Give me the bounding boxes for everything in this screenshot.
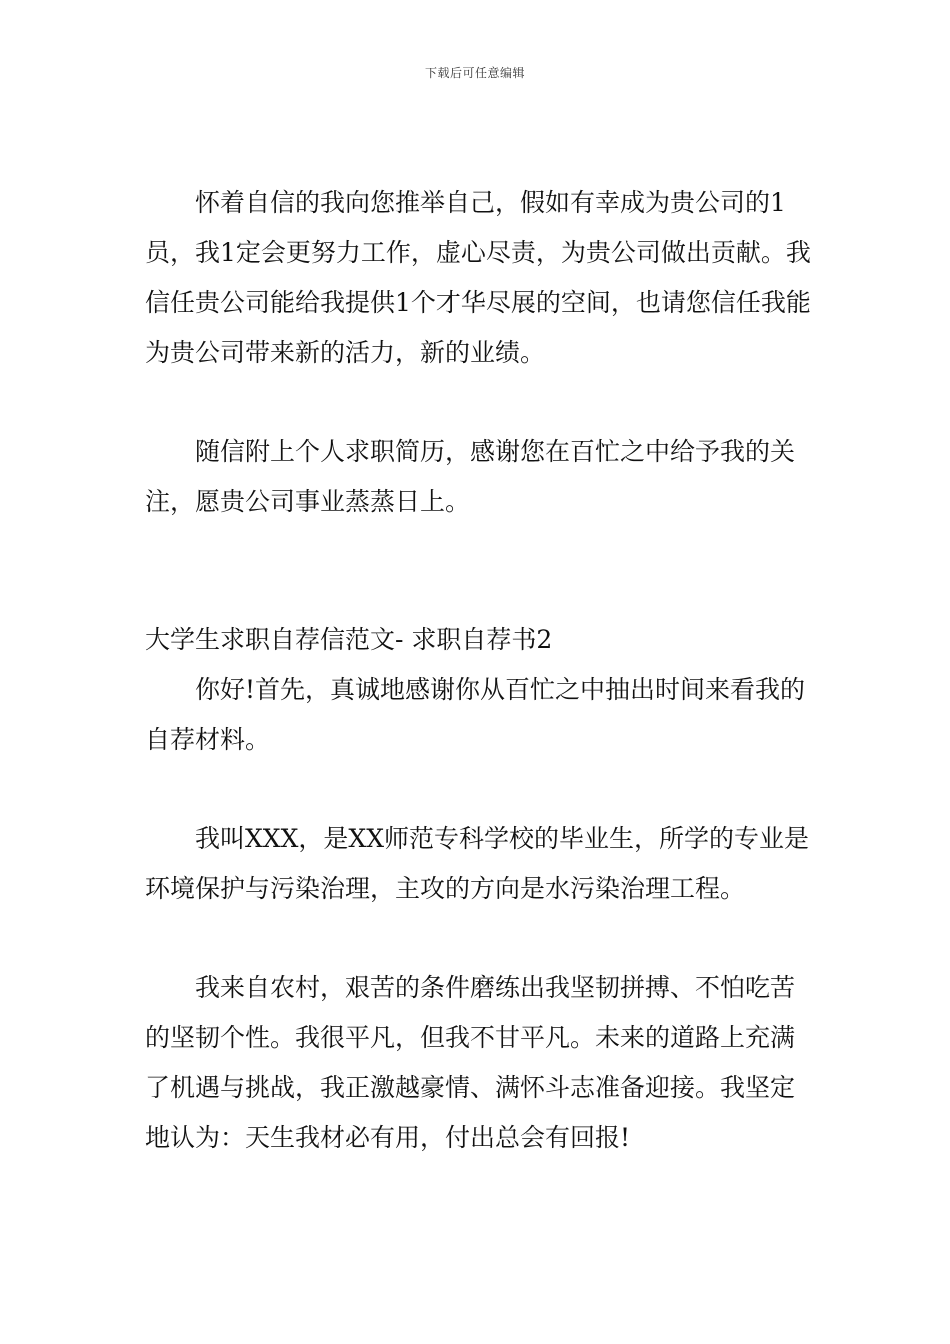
paragraph-self-recommendation: 怀着自信的我向您推举自己，假如有幸成为贵公司的1员，我1定会更努力工作，虚心尽责，为贵公司做出贡献。我信任贵公司能给我提供1个才华尽展的空间，也请您信任我能为贵公司带来新的活力，新的业绩。 [145,188,811,367]
header-note: 下载后可任意编辑 [424,66,525,80]
paragraph-introduction: 我叫XXX，是XX师范专科学校的毕业生，所学的专业是环境保护与污染治理，主攻的方向是水污染治理工程。 [145,824,809,903]
paragraph-greeting: 你好!首先，真诚地感谢你从百忙之中抽出时间来看我的自荐材料。 [145,675,806,754]
paragraph-spacer [145,914,813,963]
paragraph-closing: 随信附上个人求职简历，感谢您在百忙之中给予我的关注，愿贵公司事业蒸蒸日上。 [145,437,796,516]
paragraph-background: 我来自农村，艰苦的条件磨练出我坚韧拼搏、不怕吃苦的坚韧个性。我很平凡，但我不甘平凡。未来的道路上充满了机遇与挑战，我正激越豪情、满怀斗志准备迎接。我坚定地认为：天生我材必有用，付出总会有回报! [145,973,796,1152]
section-title: 大学生求职自荐信范文- 求职自荐书2 [145,625,553,654]
section-spacer [145,527,813,615]
document-body [145,178,813,1163]
paragraph-spacer [145,765,813,814]
paragraph-spacer [145,378,813,427]
